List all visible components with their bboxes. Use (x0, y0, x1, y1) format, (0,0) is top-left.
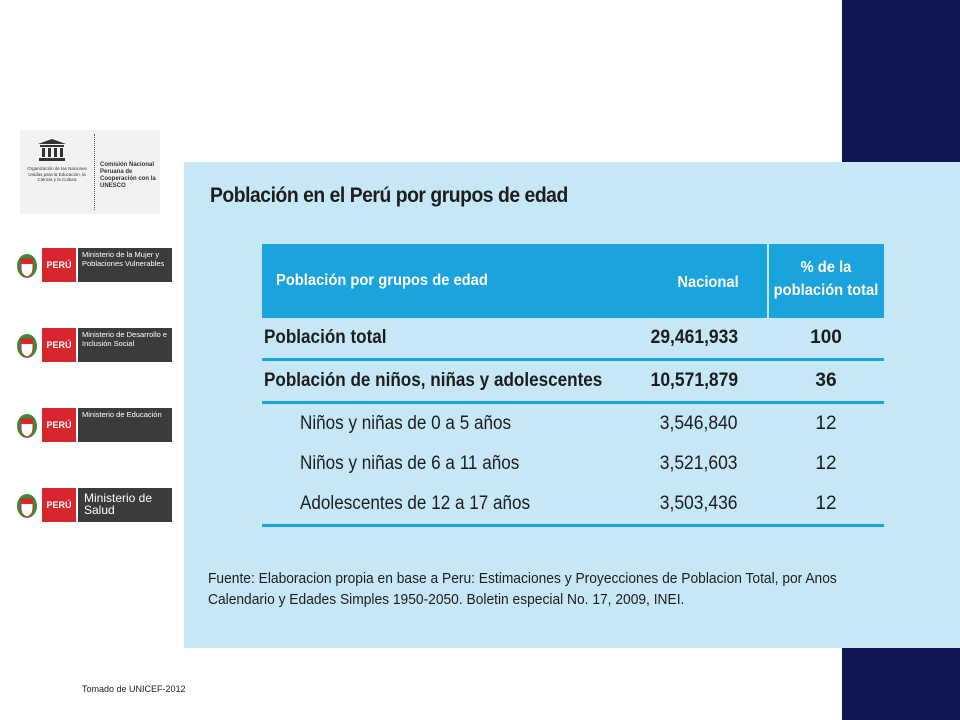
row-percent: 12 (815, 493, 837, 514)
row-label: Niños y niñas de 0 a 5 años (300, 413, 512, 434)
unesco-commission-text: Comisión Nacional Peruana de Cooperación con la UNESCO (100, 162, 156, 189)
table-row (262, 444, 884, 484)
peru-brand-label: PERÚ (42, 248, 76, 282)
table-row (262, 318, 884, 358)
row-label: Población total (264, 327, 387, 348)
row-national: 3,503,436 (660, 493, 738, 514)
unesco-commission-logo (20, 130, 160, 214)
row-percent: 12 (815, 413, 837, 434)
header-percent (768, 256, 884, 302)
table-row (262, 484, 884, 524)
row-label: Niños y niñas de 6 a 11 años (300, 453, 520, 474)
peru-coat-of-arms-icon (16, 410, 38, 440)
midis-ministry-name: Ministerio de Desarrollo e Inclusión Social (78, 328, 172, 362)
header-national: Nacional (677, 274, 739, 291)
mimp-logo (16, 248, 172, 282)
unesco-temple-icon (36, 138, 68, 162)
table-bottom-rule (262, 524, 884, 527)
peru-coat-of-arms-icon (16, 330, 38, 360)
table-row (262, 361, 884, 401)
row-label: Adolescentes de 12 a 17 años (300, 493, 531, 514)
header-percent-line1: % de la (800, 259, 852, 276)
population-table (262, 244, 884, 527)
row-national: 10,571,879 (650, 370, 738, 391)
row-national: 3,546,840 (660, 413, 738, 434)
footer-attribution: Tomado de UNICEF-2012 (82, 684, 186, 694)
row-percent: 12 (815, 453, 837, 474)
minedu-logo (16, 408, 172, 442)
table-header (262, 244, 884, 318)
row-national: 29,461,933 (650, 327, 738, 348)
row-label: Población de niños, niñas y adolescentes (264, 370, 603, 391)
mimp-ministry-name: Ministerio de la Mujer y Poblaciones Vulnerables (78, 248, 172, 282)
midis-logo (16, 328, 172, 362)
divider (94, 134, 97, 210)
peru-brand-label: PERÚ (42, 328, 76, 362)
population-table-panel (184, 162, 960, 648)
minsa-ministry-name: Ministerio de Salud (78, 488, 172, 522)
peru-brand-label: PERÚ (42, 488, 76, 522)
source-note: Fuente: Elaboracion propia en base a Peru: Estimaciones y Proyecciones de Poblacion Total, por Anos Calendario y Edades Simples 1950-2050. Boletin especial No. 17, 2009, INEI. (208, 570, 837, 608)
panel-title: Población en el Perú por grupos de edad (210, 184, 568, 207)
table-row (262, 404, 884, 444)
minsa-logo (16, 488, 172, 522)
peru-brand-label: PERÚ (42, 408, 76, 442)
row-percent: 36 (815, 370, 837, 391)
peru-coat-of-arms-icon (16, 250, 38, 280)
minedu-ministry-name: Ministerio de Educación (78, 408, 172, 442)
header-group: Población por grupos de edad (276, 272, 488, 289)
peru-coat-of-arms-icon (16, 490, 38, 520)
header-percent-line2: población total (773, 282, 879, 299)
unesco-org-text: Organización de las Naciones Unidas para la Educación, la Ciencia y la Cultura (27, 166, 87, 182)
row-percent: 100 (810, 327, 842, 348)
row-national: 3,521,603 (660, 453, 738, 474)
